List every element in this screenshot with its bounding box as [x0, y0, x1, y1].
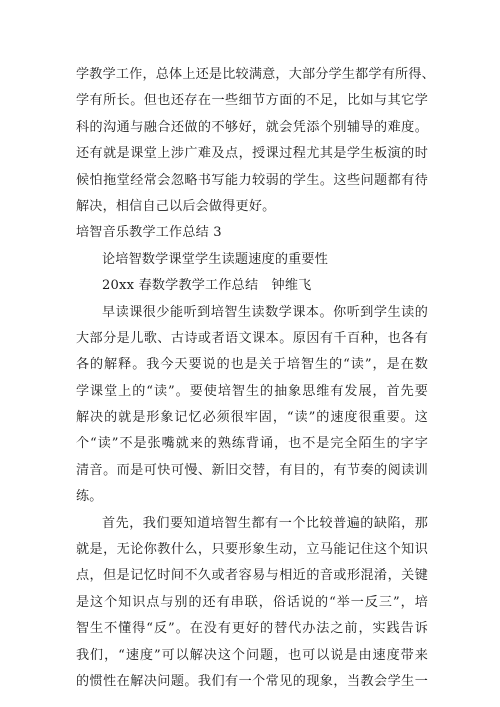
text-line: 我们，“速度”可以解决这个问题，也可以说是由速度带来	[76, 647, 428, 663]
text-line: 学有所长。但也还存在一些细节方面的不足，比如与其它学	[76, 93, 428, 109]
paragraph-first-line: 首先，我们要知道培智生都有一个比较普遍的缺陷，那	[102, 515, 428, 531]
text-line: 候怕拖堂经常会忽略书写能力较弱的学生。这些问题都有待	[76, 172, 428, 188]
text-line: 练。	[76, 489, 103, 505]
text-line: 学课堂上的“读”。要使培智生的抽象思维有发展，首先要	[76, 383, 428, 399]
text-line: 就是，无论你教什么，只要形象生动，立马能记住这个知识	[76, 542, 428, 558]
text-line: 是这个知识点与别的还有串联，俗话说的“举一反三”，培	[76, 594, 428, 610]
text-line: 解决的就是形象记忆必须很牢固，“读”的速度很重要。这	[76, 410, 428, 426]
document-body	[76, 62, 435, 695]
article-byline: 20xx 春数学教学工作总结 钟维飞	[102, 278, 312, 294]
text-line: 个“读”不是张嘴就来的熟练背诵，也不是完全陌生的字字	[76, 436, 428, 452]
paragraph-first-line: 早读课很少能听到培智生读数学课本。你听到学生读的	[102, 304, 428, 320]
text-line: 点，但是记忆时间不久或者容易与相近的音或形混淆，关键	[76, 568, 428, 584]
article-title: 论培智数学课堂学生读题速度的重要性	[102, 251, 328, 267]
section-heading: 培智音乐教学工作总结 3	[76, 225, 222, 241]
text-line: 解决，相信自己以后会做得更好。	[76, 198, 276, 214]
text-line: 学教学工作，总体上还是比较满意，大部分学生都学有所得、	[76, 67, 435, 82]
text-line: 科的沟通与融合还做的不够好，就会凭添个别辅导的难度。	[76, 119, 428, 135]
text-line: 还有就是课堂上涉广难及点，授课过程尤其是学生板演的时	[76, 146, 428, 162]
text-line: 各的解释。我今天要说的也是关于培智生的“读”，是在数	[76, 357, 428, 373]
text-line: 智生不懂得“反”。在没有更好的替代办法之前，实践告诉	[76, 621, 428, 637]
text-line: 清音。而是可快可慢、新旧交替，有目的，有节奏的阅读训	[76, 462, 428, 478]
text-line: 的惯性在解决问题。我们有一个常见的现象，当教会学生一	[76, 673, 428, 689]
text-line: 大部分是儿歌、古诗或者语文课本。原因有千百种，也各有	[76, 330, 428, 346]
